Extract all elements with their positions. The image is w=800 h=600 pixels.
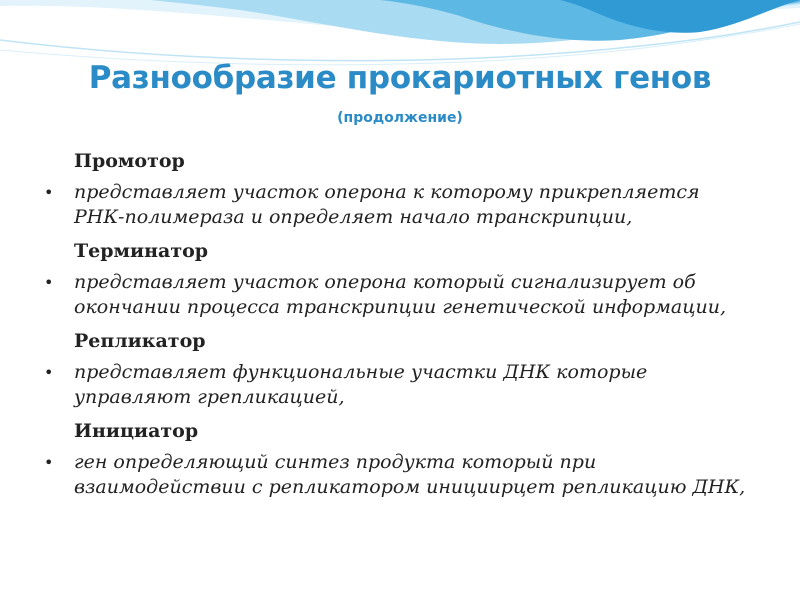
term-heading — [42, 148, 752, 174]
slide-title: Разнообразие прокариотных генов — [88, 60, 712, 96]
term-heading — [42, 328, 752, 354]
term-label: Репликатор — [74, 330, 206, 352]
term-description-text: представляет функциональные участки ДНК которые управляют грепликацией, — [74, 361, 648, 408]
bullet-icon: • — [44, 273, 54, 292]
term-label: Промотор — [74, 150, 185, 172]
term-description-text: ген определяющий синтез продукта который при взаимодействии с репликатором инициирцет репликацию ДНК, — [74, 451, 746, 498]
bullet-icon: • — [44, 183, 54, 202]
term-description — [42, 360, 752, 410]
term-description-text: представляет участок оперона к которому прикрепляется РНК-полимераза и определяет начало транскрипции, — [74, 181, 700, 228]
term-label: Инициатор — [74, 420, 199, 442]
term-heading — [42, 418, 752, 444]
term-description-text: представляет участок оперона который сигнализирует об окончании процесса транскрипции генетической информации, — [74, 271, 727, 318]
term-heading — [42, 238, 752, 264]
term-description — [42, 450, 752, 500]
slide-content — [42, 148, 752, 508]
slide-subtitle: (продолжение) — [337, 110, 463, 126]
bullet-icon: • — [44, 453, 54, 472]
term-label: Терминатор — [74, 240, 209, 262]
bullet-icon: • — [44, 363, 54, 382]
term-description — [42, 180, 752, 230]
term-description — [42, 270, 752, 320]
